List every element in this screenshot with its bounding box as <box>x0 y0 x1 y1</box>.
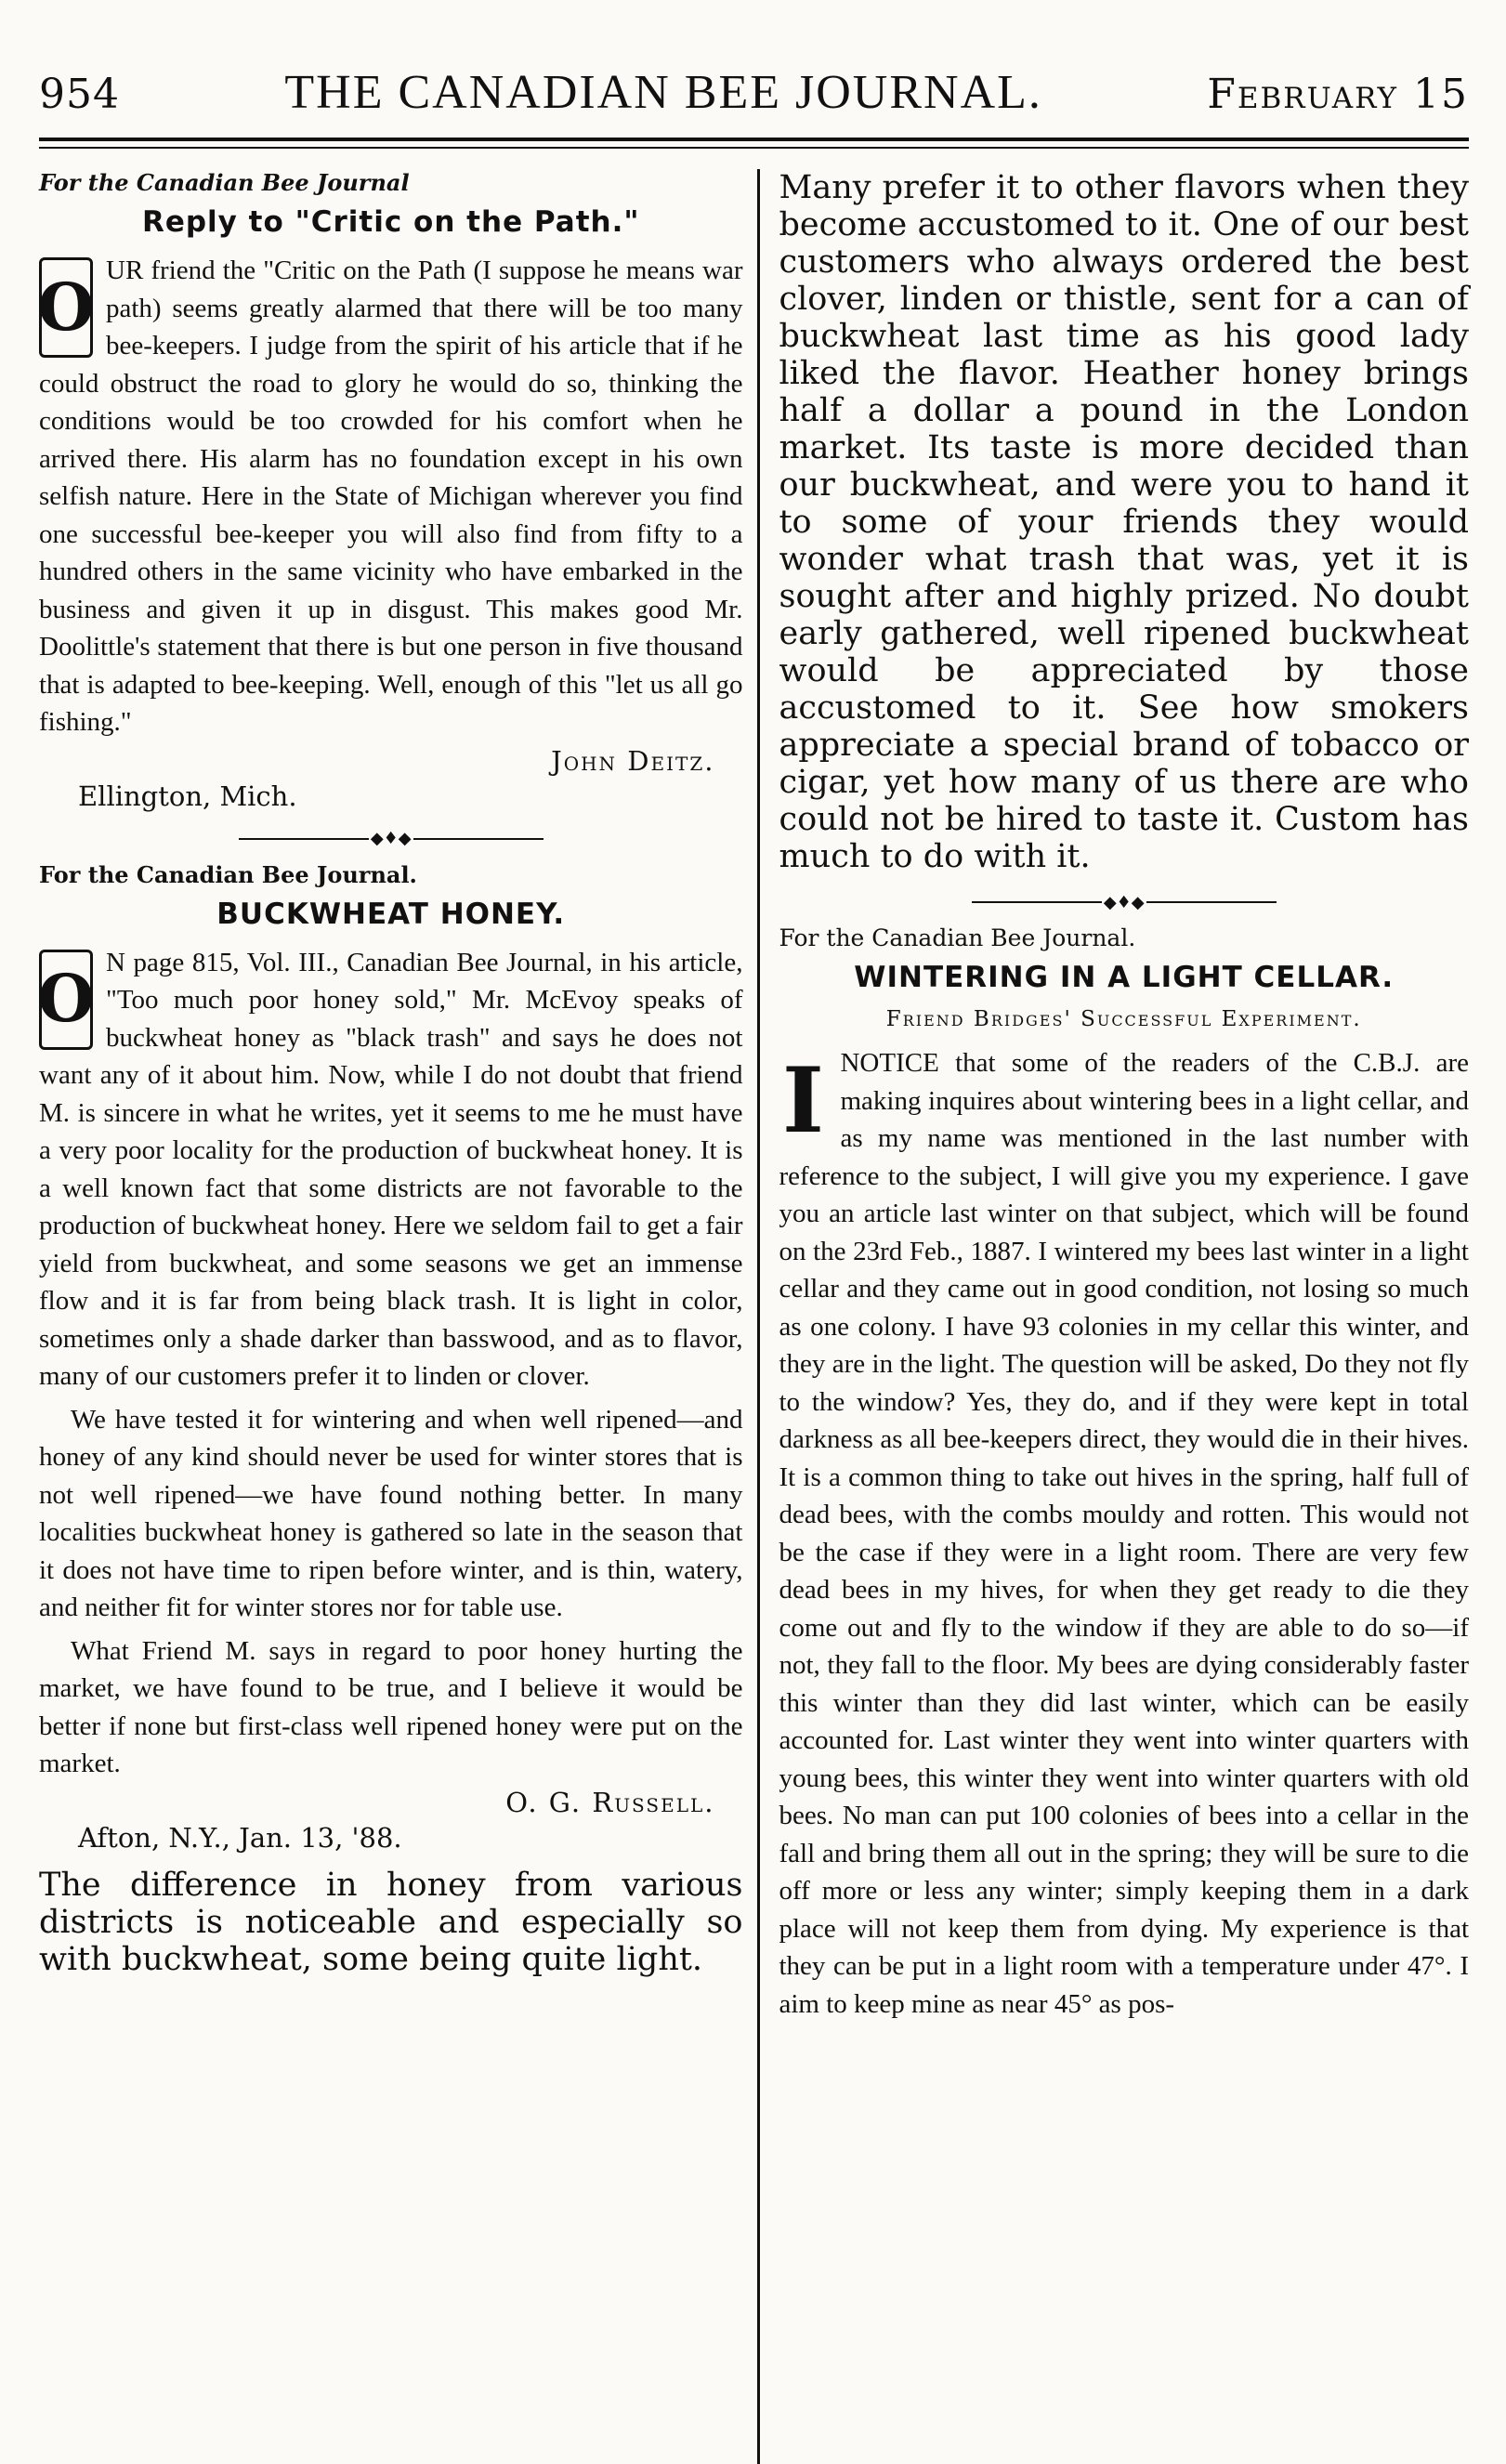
article-paragraph: What Friend M. says in regard to poor honey hurting the market, we have found to be true, and I believe it would be better if none but first-class well ripened honey were put on the market. <box>39 1635 743 1778</box>
editorial-paragraph-start: The difference in honey from various districts is noticeable and especially so with buckwheat, some being quite light. <box>39 1866 743 1978</box>
right-column <box>760 169 1469 2464</box>
article-source: For the Canadian Bee Journal. <box>779 924 1136 951</box>
article-place: Afton, N.Y., Jan. 13, '88. <box>78 1821 402 1854</box>
article-body <box>39 252 742 741</box>
page-columns <box>39 169 1469 2464</box>
article-buckwheat-honey <box>39 861 742 1854</box>
article-subtitle: Friend Bridges' Successful Experiment. <box>885 1007 1362 1031</box>
article-wintering-light-cellar <box>779 924 1469 2023</box>
article-title: WINTERING IN A LIGHT CELLAR. <box>854 961 1395 994</box>
section-ornament: ◆♦◆ <box>779 890 1469 913</box>
header-rule <box>39 138 1469 141</box>
article-paragraph: We have tested it for wintering and when well ripened—and honey of any kind should never be used for winter stores that is not well ripened—we have found nothing better. In many localities buckwheat honey is gathered so late in the season that it does not have time to ripen before winter, and is thin, watery, and neither fit for winter stores nor for table use. <box>39 1404 743 1622</box>
article-body <box>39 944 742 1396</box>
article-place: Ellington, Mich. <box>78 780 297 812</box>
article-body <box>779 1044 1469 2023</box>
article-title: Reply to "Critic on the Path." <box>141 205 640 239</box>
article-reply-to-critic <box>39 169 742 812</box>
header-rule-thin <box>39 147 1469 149</box>
article-paragraph: NOTICE that some of the readers of the C.B.J. are making inquires about wintering bees in a light cellar, and as my name was mentioned in the last number with reference to the subject, I will give you my experience. I gave you an article last winter on that subject, which will be found on the 23rd Feb., 1887. I wintered my bees last winter in a light cellar and they came out in good condition, not losing so much as one colony. I have 93 colonies in my cellar this winter, and they are in the light. The question will be asked, Do they not fly to the window? Yes, they do, and if they were kept in total darkness as all bee-keepers direct, they would die in their hives. It is a common thing to take out hives in the spring, half full of dead bees, with the combs mouldy and rotten. This would not be the case if they were in a light room. There are very few dead bees in my hives, for when they get ready to die they come out and fly to the window if they are able to do so—if not, they fall to the floor. My bees are dying considerably faster this winter than they did last winter, which can be easily accounted for. Last winter they went into winter quarters with young bees, this winter they went into winter quarters with old bees. No man can put 100 colonies of bees into a cellar in the fall and bring them all out in the spring; they will be sure to die off more or less any winter; simply keeping them in a dark place will not keep them from dying. My experience is that they can be put in a light room with a temperature under 47°. I aim to keep mine as near 45° as pos- <box>779 1048 1469 2019</box>
dropcap-letter: O <box>39 950 93 1050</box>
dropcap-letter: O <box>39 257 93 358</box>
dropcap-letter: I <box>782 1047 824 1153</box>
article-source: For the Canadian Bee Journal. <box>39 860 417 888</box>
section-ornament: ◆♦◆ <box>39 827 742 850</box>
article-signature: O. G. Russell. <box>505 1786 715 1818</box>
journal-title: THE CANADIAN BEE JOURNAL. <box>284 66 1042 119</box>
editorial-paragraph-continued: Many prefer it to other flavors when they become accustomed to it. One of our best customers who always ordered the best clover, linden or thistle, sent for a can of buckwheat last time as his good lady liked the flavor. Heather honey brings half a dollar a pound in the London market. Its taste is more decided than our buckwheat, and were you to hand it to some of your friends they would wonder what trash that was, yet it is sought after and highly prized. No doubt early gathered, well ripened buckwheat would be appreciated by those accustomed to it. See how smokers appreciate a special brand of tobacco or cigar, yet how many of us there are who could not be hired to taste it. Custom has much to do with it. <box>779 169 1469 875</box>
article-title: BUCKWHEAT HONEY. <box>216 897 566 931</box>
article-source: For the Canadian Bee Journal <box>39 169 410 196</box>
page-header <box>39 65 1469 130</box>
issue-date: February 15 <box>1207 71 1469 118</box>
article-paragraph: UR friend the "Critic on the Path (I suppose he means war path) seems greatly alarmed that there will be too many bee-keepers. I judge from the spirit of his article that if he could obstruct the road to glory he would do so, thinking the conditions would be too crowded for his comfort when he arrived there. His alarm has no foundation except in his own selfish nature. Here in the State of Michigan wherever you find one successful bee-keeper you will also find from fifty to a hundred others in the same vicinity who have embarked in the business and given it up in disgust. This makes good Mr. Doolittle's statement that there is but one person in five thousand that is adapted to bee-keeping. Well, enough of this "let us all go fishing." <box>39 256 743 737</box>
article-signature: John Deitz. <box>551 744 715 777</box>
left-column <box>39 169 757 2464</box>
page-number: 954 <box>39 71 120 118</box>
article-paragraph: N page 815, Vol. III., Canadian Bee Journal, in his article, "Too much poor honey sold," Mr. McEvoy speaks of buckwheat honey as "black trash" and says he does not want any of it about him. Now, while I do not doubt that friend M. is sincere in what he writes, yet it seems to me he must have a very poor locality for the production of buckwheat honey. It is a well known fact that some districts are not favorable to the production of buckwheat honey. Here we seldom fail to get a fair yield from buckwheat, and some seasons we get an immense flow and it is far from being black trash. It is light in color, sometimes only a shade darker than basswood, and as to flavor, many of our customers prefer it to linden or clover. <box>39 947 743 1391</box>
